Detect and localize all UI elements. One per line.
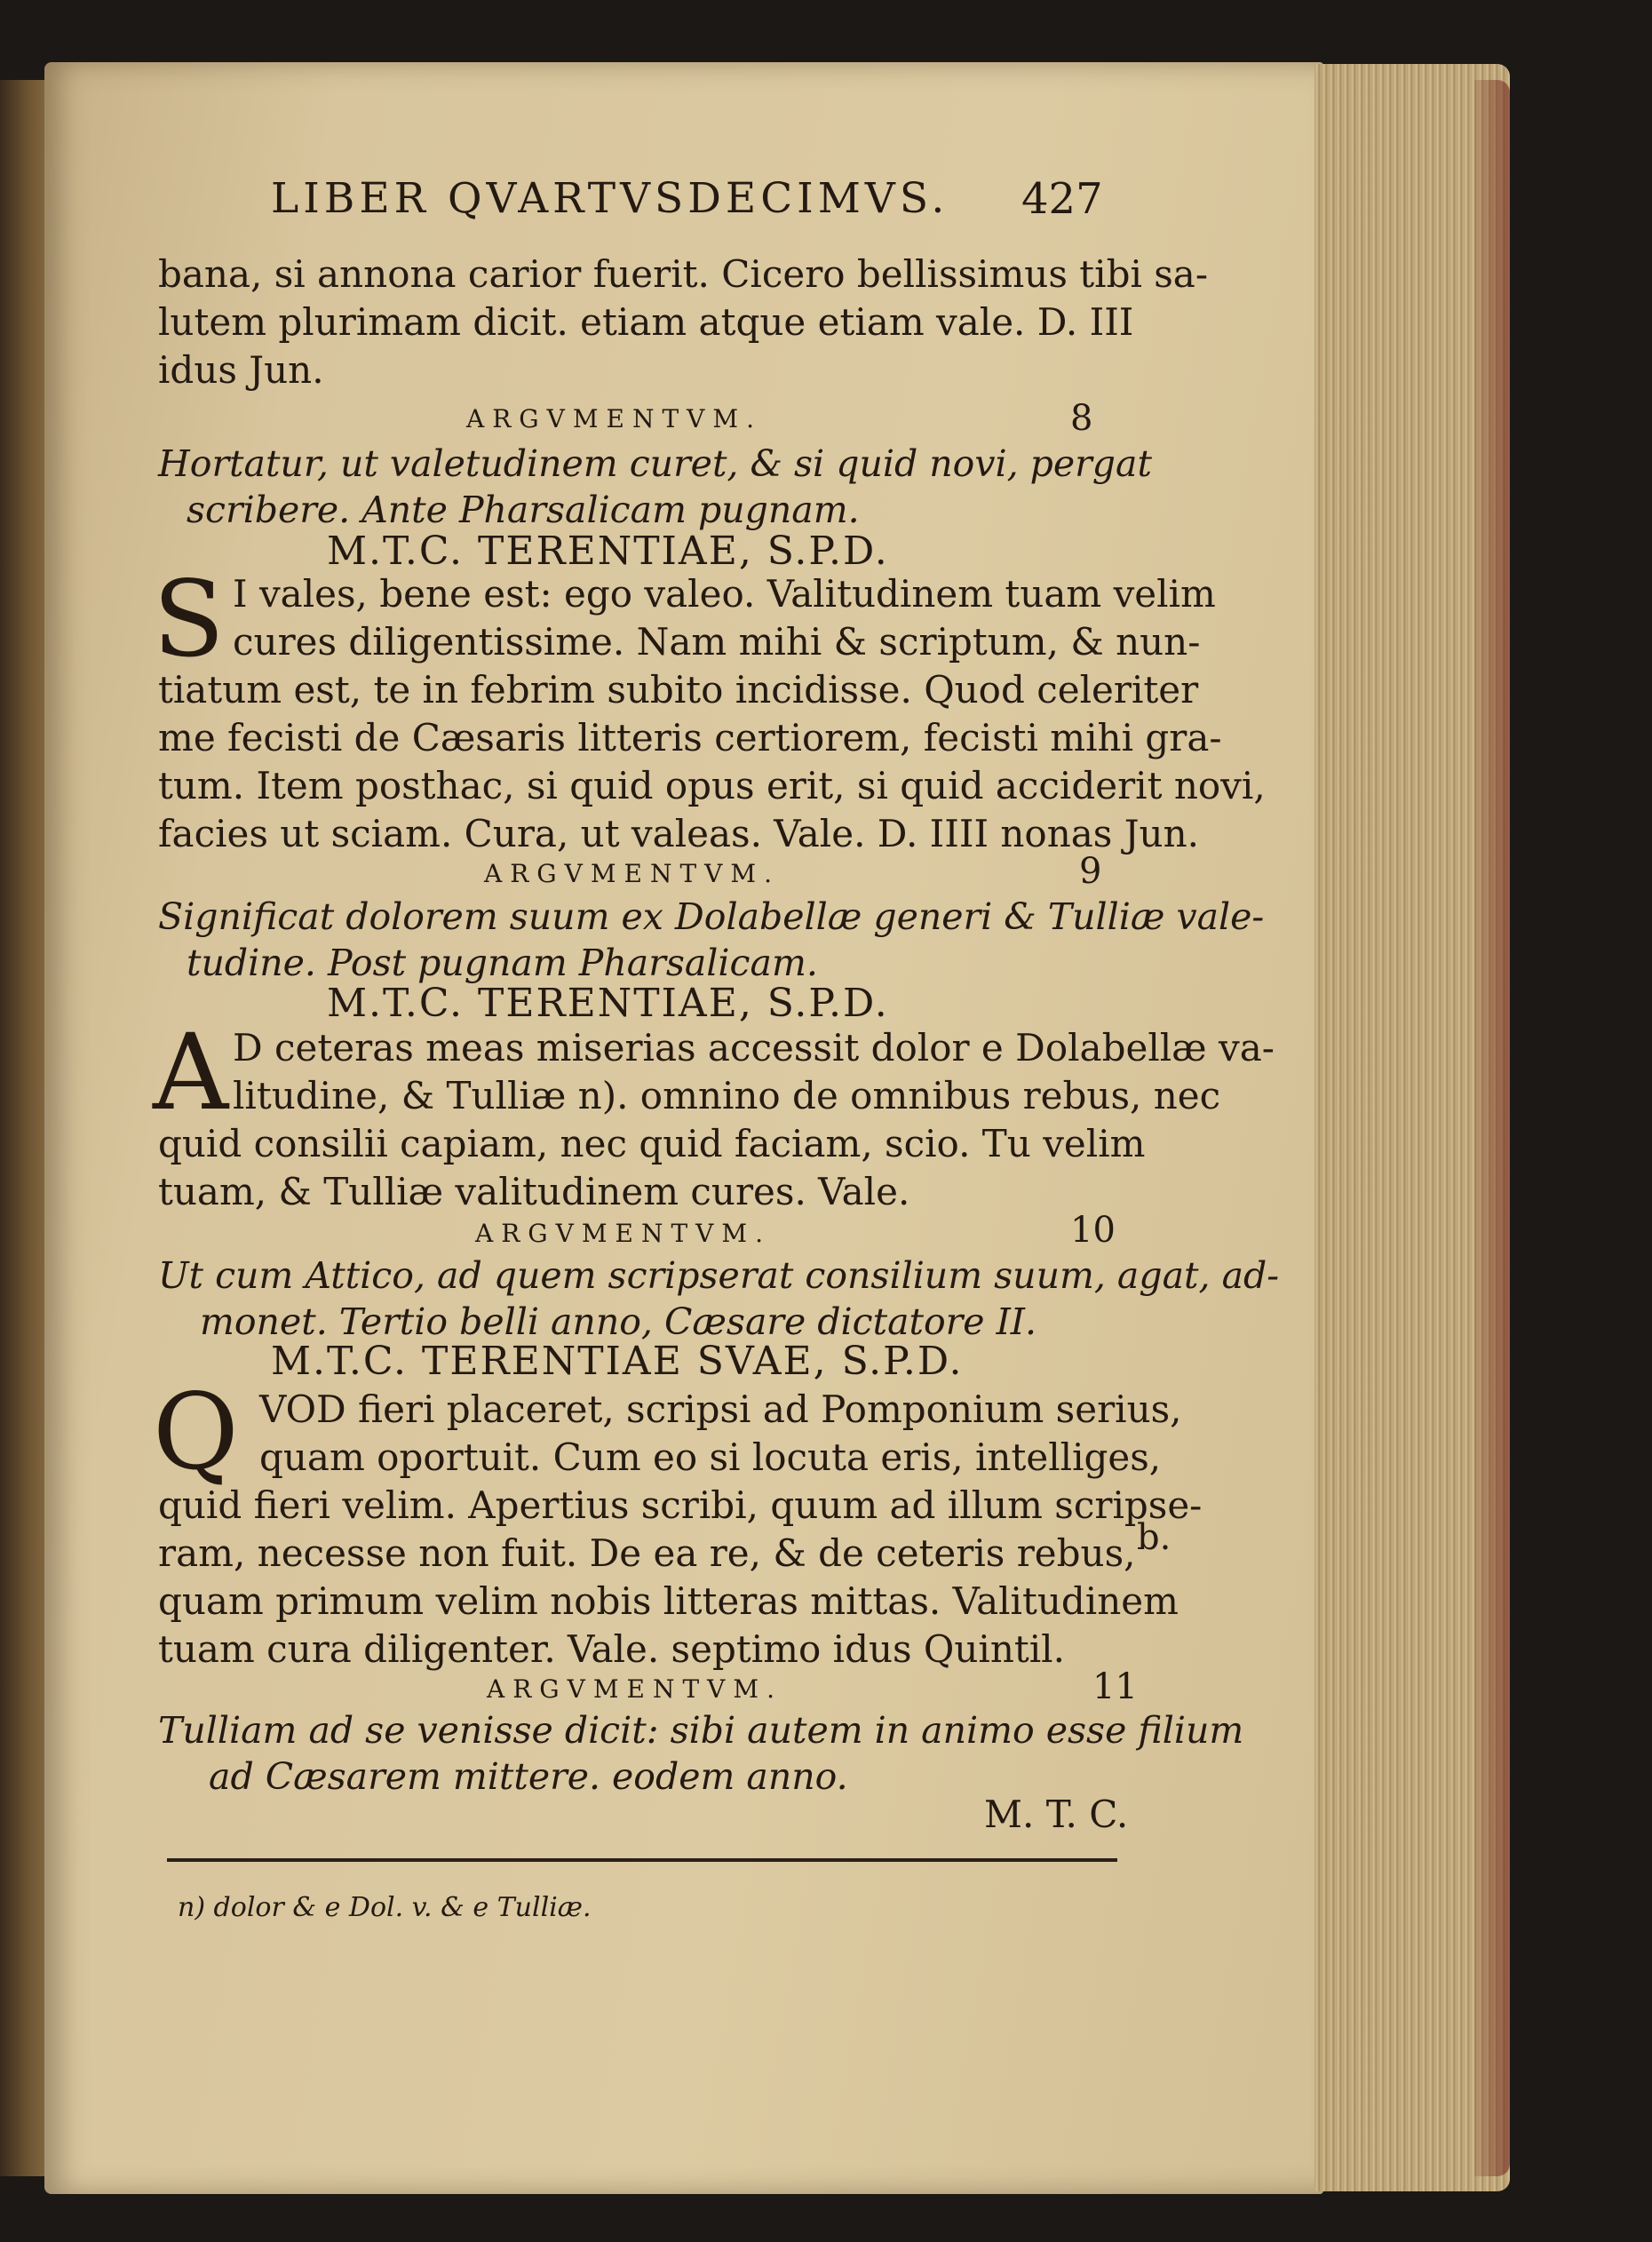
text-line: VOD fieri placeret, scripsi ad Pomponium serius, bbox=[259, 1387, 1182, 1431]
text-line: D ceteras meas miserias accessit dolor e Dolabellæ va- bbox=[233, 1026, 1275, 1069]
letter-number: 10 bbox=[1070, 1210, 1116, 1251]
letter-heading: M.T.C. TERENTIAE, S.P.D. bbox=[327, 529, 889, 574]
argument-line: Ut cum Attico, ad quem scripserat consilium suum, agat, ad- bbox=[158, 1254, 1280, 1297]
argument-label: ARGVMENTVM. bbox=[487, 1674, 782, 1704]
text-line: quid fieri velim. Apertius scribi, quum ad illum scripse- bbox=[158, 1483, 1203, 1527]
drop-cap: S bbox=[153, 558, 225, 680]
letter-number: 11 bbox=[1092, 1666, 1138, 1707]
letter-heading: M.T.C. TERENTIAE, S.P.D. bbox=[327, 981, 889, 1026]
argument-line: Tulliam ad se venisse dicit: sibi autem in animo esse filium bbox=[158, 1709, 1244, 1752]
text-line: me fecisti de Cæsaris litteris certiorem, fecisti mihi gra- bbox=[158, 716, 1222, 759]
argument-label: ARGVMENTVM. bbox=[484, 859, 780, 888]
drop-cap: A bbox=[153, 1011, 229, 1133]
argument-label: ARGVMENTVM. bbox=[475, 1219, 771, 1248]
running-head: LIBER QVARTVSDECIMVS. bbox=[271, 174, 949, 223]
page-edge-shading bbox=[1474, 80, 1510, 2176]
text-line: quam primum velim nobis litteras mittas. Valitudinem bbox=[158, 1579, 1179, 1623]
text-line: quam oportuit. Cum eo si locuta eris, intelliges, bbox=[259, 1435, 1162, 1479]
footnote-rule bbox=[167, 1858, 1117, 1862]
text-line: cures diligentissime. Nam mihi & scriptum, & nun- bbox=[233, 620, 1201, 664]
text-line: idus Jun. bbox=[158, 348, 324, 392]
argument-label: ARGVMENTVM. bbox=[466, 404, 762, 433]
letter-heading: M.T.C. TERENTIAE SVAE, S.P.D. bbox=[271, 1339, 964, 1384]
catchword: M. T. C. bbox=[984, 1793, 1129, 1836]
argument-line: Significat dolorem suum ex Dolabellæ generi & Tulliæ vale- bbox=[158, 895, 1265, 938]
text-line: tuam, & Tulliæ valitudinem cures. Vale. bbox=[158, 1170, 910, 1213]
text-line: tiatum est, te in febrim subito incidisse. Quod celeriter bbox=[158, 668, 1199, 712]
margin-note: b. bbox=[1137, 1517, 1171, 1558]
letter-number: 9 bbox=[1079, 851, 1102, 892]
page-number: 427 bbox=[1021, 174, 1103, 224]
text-line: bana, si annona carior fuerit. Cicero bellissimus tibi sa- bbox=[158, 252, 1209, 296]
argument-line: tudine. Post pugnam Pharsalicam. bbox=[187, 942, 818, 984]
text-line: tum. Item posthac, si quid opus erit, si quid acciderit novi, bbox=[158, 764, 1266, 807]
text-line: ram, necesse non fuit. De ea re, & de ceteris rebus, bbox=[158, 1531, 1136, 1575]
letter-number: 8 bbox=[1070, 398, 1093, 439]
argument-line: scribere. Ante Pharsalicam pugnam. bbox=[187, 489, 860, 531]
footnote: n) dolor & e Dol. v. & e Tulliæ. bbox=[178, 1892, 592, 1923]
text-line: tuam cura diligenter. Vale. septimo idus Quintil. bbox=[158, 1627, 1065, 1671]
drop-cap: Q bbox=[153, 1371, 239, 1493]
argument-line: Hortatur, ut valetudinem curet, & si quid novi, pergat bbox=[158, 442, 1152, 485]
text-line: I vales, bene est: ego valeo. Valitudinem tuam velim bbox=[233, 572, 1216, 616]
text-line: quid consilii capiam, nec quid faciam, scio. Tu velim bbox=[158, 1122, 1146, 1165]
argument-line: monet. Tertio belli anno, Cæsare dictatore II. bbox=[200, 1300, 1036, 1343]
argument-line: ad Cæsarem mittere. eodem anno. bbox=[209, 1755, 848, 1798]
text-line: lutem plurimam dicit. etiam atque etiam vale. D. III bbox=[158, 300, 1134, 344]
text-line: facies ut sciam. Cura, ut valeas. Vale. D. IIII nonas Jun. bbox=[158, 812, 1200, 855]
text-line: litudine, & Tulliæ n). omnino de omnibus rebus, nec bbox=[233, 1074, 1221, 1117]
